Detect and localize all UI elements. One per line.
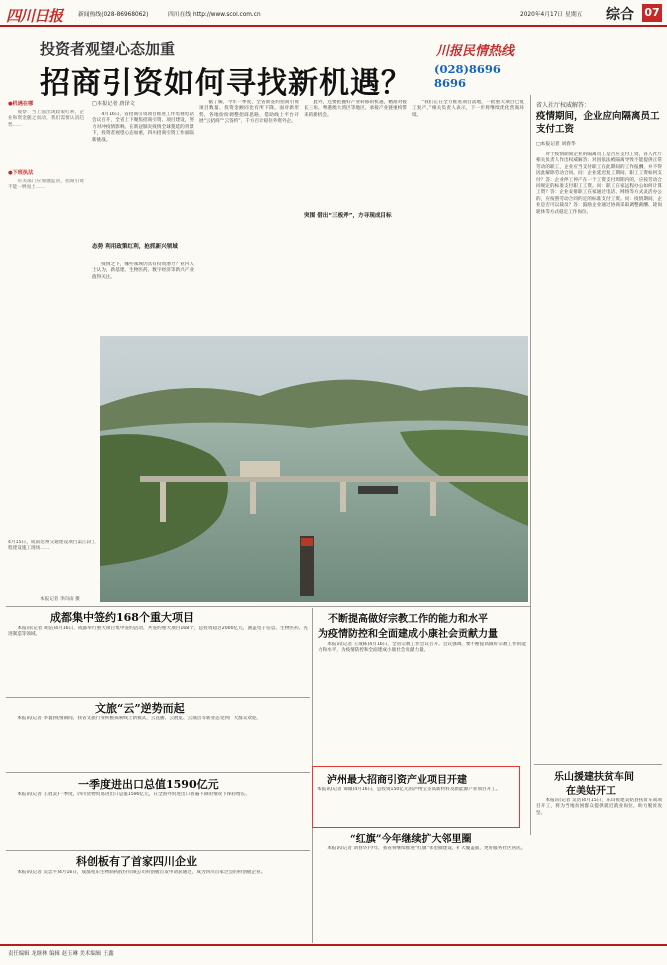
sidebar-title-1: ●机遇在哪 [8, 101, 34, 107]
right-kicker: 省人社厅权威解答： [536, 102, 591, 109]
luzhou-story-box [312, 766, 520, 828]
sidebar-title-2: ●下班执法 [8, 170, 34, 176]
hotline-logo-title: 川报民情热线 [436, 44, 515, 59]
section-name: 综合 [606, 7, 634, 23]
right-headline: 疫情期间，企业应向隔离员工支付工资 [536, 111, 660, 135]
main-body-col-2: 据了解，今年一季度，全省新签约招商引资项目数量、投资金额同比有所下降。面对新形势，各地纷纷调整招商思路，借助线上平台开展“云招商”“云签约”，千方百计稳住外资外企。 [199, 100, 299, 125]
subhead-2: 突围 借出“三板斧”，方寻现成目标 [304, 213, 392, 219]
hotline-text: 新闻热线(028-86968062) [78, 12, 149, 18]
hotline-logo [432, 36, 524, 94]
wenlv-body: 本报讯(记者 李寰)疫情期间，我省文旅行业积极探索线上新模式，云直播、云展览、云演出等新业态受到广大群众欢迎。 [8, 716, 262, 721]
chengdu-body: 本报讯(记者 胡洁)4月16日，成都举行重大项目集中签约活动，共签约重大项目168个，总投资超过2000亿元，涵盖电子信息、生物医药、先进制造等领域。 [8, 626, 308, 638]
row-divider-mid [6, 606, 530, 607]
web-text: 四川在线 http://www.scol.com.cn [168, 12, 261, 18]
photo-caption: 4月15日，成南达州交通建设项目渠江段工程建设施工现场…… [8, 540, 96, 552]
row-divider-1 [6, 697, 310, 698]
date-text: 2020年4月17日 星期五 [520, 12, 583, 18]
main-kicker: 投资者观望心态加重 [40, 40, 176, 58]
column-divider-main [530, 95, 531, 835]
hongjiu-title: “红旗”今年继续扩大邻里圈 [350, 834, 472, 845]
row-divider-3 [6, 850, 310, 851]
chengdu-title: 成都集中签约168个重大项目 [50, 611, 194, 624]
wenlv-title: 文旅“云”逆势而起 [95, 702, 185, 715]
masthead [0, 0, 667, 30]
sidebar-text-1: 观察：当上面出现政策红利，企业和资金随之而动，我们需要认清趋势…… [8, 110, 84, 128]
hongjiu-body: 本报讯(记者 刘春华)今年，我省将继续推进“红旗”邻里圈建设，扩大覆盖面，更好服务社区居民。 [318, 846, 526, 851]
right-byline: □本报记者 刘春华 [536, 142, 576, 147]
sci-body: 本报讯(记者 吴忠平)4月16日，成都苑东生物制药股份有限公司科创板首发申请获通过，成为四川首家过会的科创板企业。 [8, 870, 266, 875]
main-headline: 招商引资如何寻找新机遇？ [40, 66, 412, 101]
main-byline: □本报记者 唐泽文 [92, 101, 135, 107]
subhead-1: 态势 利用政策红利，抢抓新兴领域 [92, 244, 178, 250]
main-body-col-1b: 疫情之下，哪些领域仍具有投资潜力？业内人士认为，新基建、生物医药、数字经济等新兴产业值得关注。 [92, 262, 194, 280]
q1-title: 一季度进出口总值1590亿元 [78, 778, 219, 791]
sci-title: 科创板有了首家四川企业 [76, 855, 197, 868]
row-divider-2 [6, 772, 310, 773]
luzhou-lead: 本报讯(记者 谭雄)4月16日，总投资150亿元的泸州宝圣高新材料及新能源产业项目开工。 [317, 787, 501, 792]
hotline-logo-number: (028)8696 8696 [434, 62, 501, 90]
leshan-title-1: 乐山援建扶贫车间 [554, 772, 634, 783]
row-divider-right [534, 764, 662, 765]
sidebar-text-2: 有关部门应加强监管，招商引资不能一哄而上…… [8, 179, 84, 191]
main-body-col-3: 此外，还要把握好产业转移的机遇，精准对接长三角、粤港澳大湾区等地区，承接产业链重构带来的新机会。 [304, 100, 407, 118]
luzhou-title: 泸州最大招商引资产业项目开建 [327, 775, 467, 786]
paper-name: 四川日报 [6, 7, 63, 25]
main-body-col-1: 4月16日，省招商引资项目推进工作电视电话会议召开，全省上下聚焦招商引资、项目建设，努力对冲疫情影响。在新冠肺炎疫情全球蔓延的背景下，投资者观望心态加重，四川招商引资工作面临新挑战。 [92, 112, 194, 143]
page-number-badge: 07 [642, 4, 662, 22]
sidebar-commentary [8, 100, 84, 250]
right-body: 对于疫情期间企业的隔离员工是否应支付工资，省人社厅相关负责人作出权威解答：对因依法被隔离导致不能提供正常劳动的职工，企业应当支付职工在此期间的工作报酬，并不得因此解除劳动合同。问：企业延迟复工期间，职工工资如何支付？答：企业停工停产在一个工资支付周期内的，应按劳动合同规定的标准支付职工工资。问：职工在家远程办公如何计算工资？答：企业安排职工在家通过电话、网络等方式灵活办公的，应按照劳动合同约定的标准支付工资。问：疫情期间，企业是否可以裁员？答：鼓励企业通过协商采取调整薪酬、轮岗轮休等方式稳定工作岗位。 [536, 152, 662, 215]
masthead-rule [0, 25, 667, 27]
leshan-body: 本报讯(记者 吴浩)4月15日，乐山援建美姑县扶贫车间项目开工，将为当地贫困群众提供就近就业岗位，助力脱贫攻坚。 [536, 798, 662, 816]
religion-title-2: 为疫情防控和全面建成小康社会贡献力量 [318, 629, 498, 640]
main-body-col-4: “我们正在全力推进项目落地，一批重大项目已复工复产。”相关负责人表示，下一步将继续优化营商环境。 [412, 100, 524, 118]
bridge-photo [100, 336, 528, 602]
religion-title-1: 不断提高做好宗教工作的能力和水平 [328, 614, 488, 625]
footer-editors: 责任编辑 龙继林 编辑 赵玉琳 美术编辑 王鑫 [8, 951, 114, 957]
bridge-photo-illustration [100, 336, 528, 602]
leshan-title-2: 在美姑开工 [566, 786, 616, 797]
footer-rule [0, 944, 667, 946]
photo-credit: 本报记者 李向雨 摄 [40, 597, 80, 602]
q1-body: 本报讯(记者 王眉灵)一季度，四川货物贸易进出口总值1590亿元，在全国外贸进出口普遍下降的情况下保持增长。 [8, 792, 250, 797]
religion-body: 本报讯(记者 王成栋)4月16日，全省宗教工作会议召开。会议强调，要不断提高做好宗教工作的能力和水平，为疫情防控和全面建成小康社会贡献力量。 [318, 642, 526, 654]
